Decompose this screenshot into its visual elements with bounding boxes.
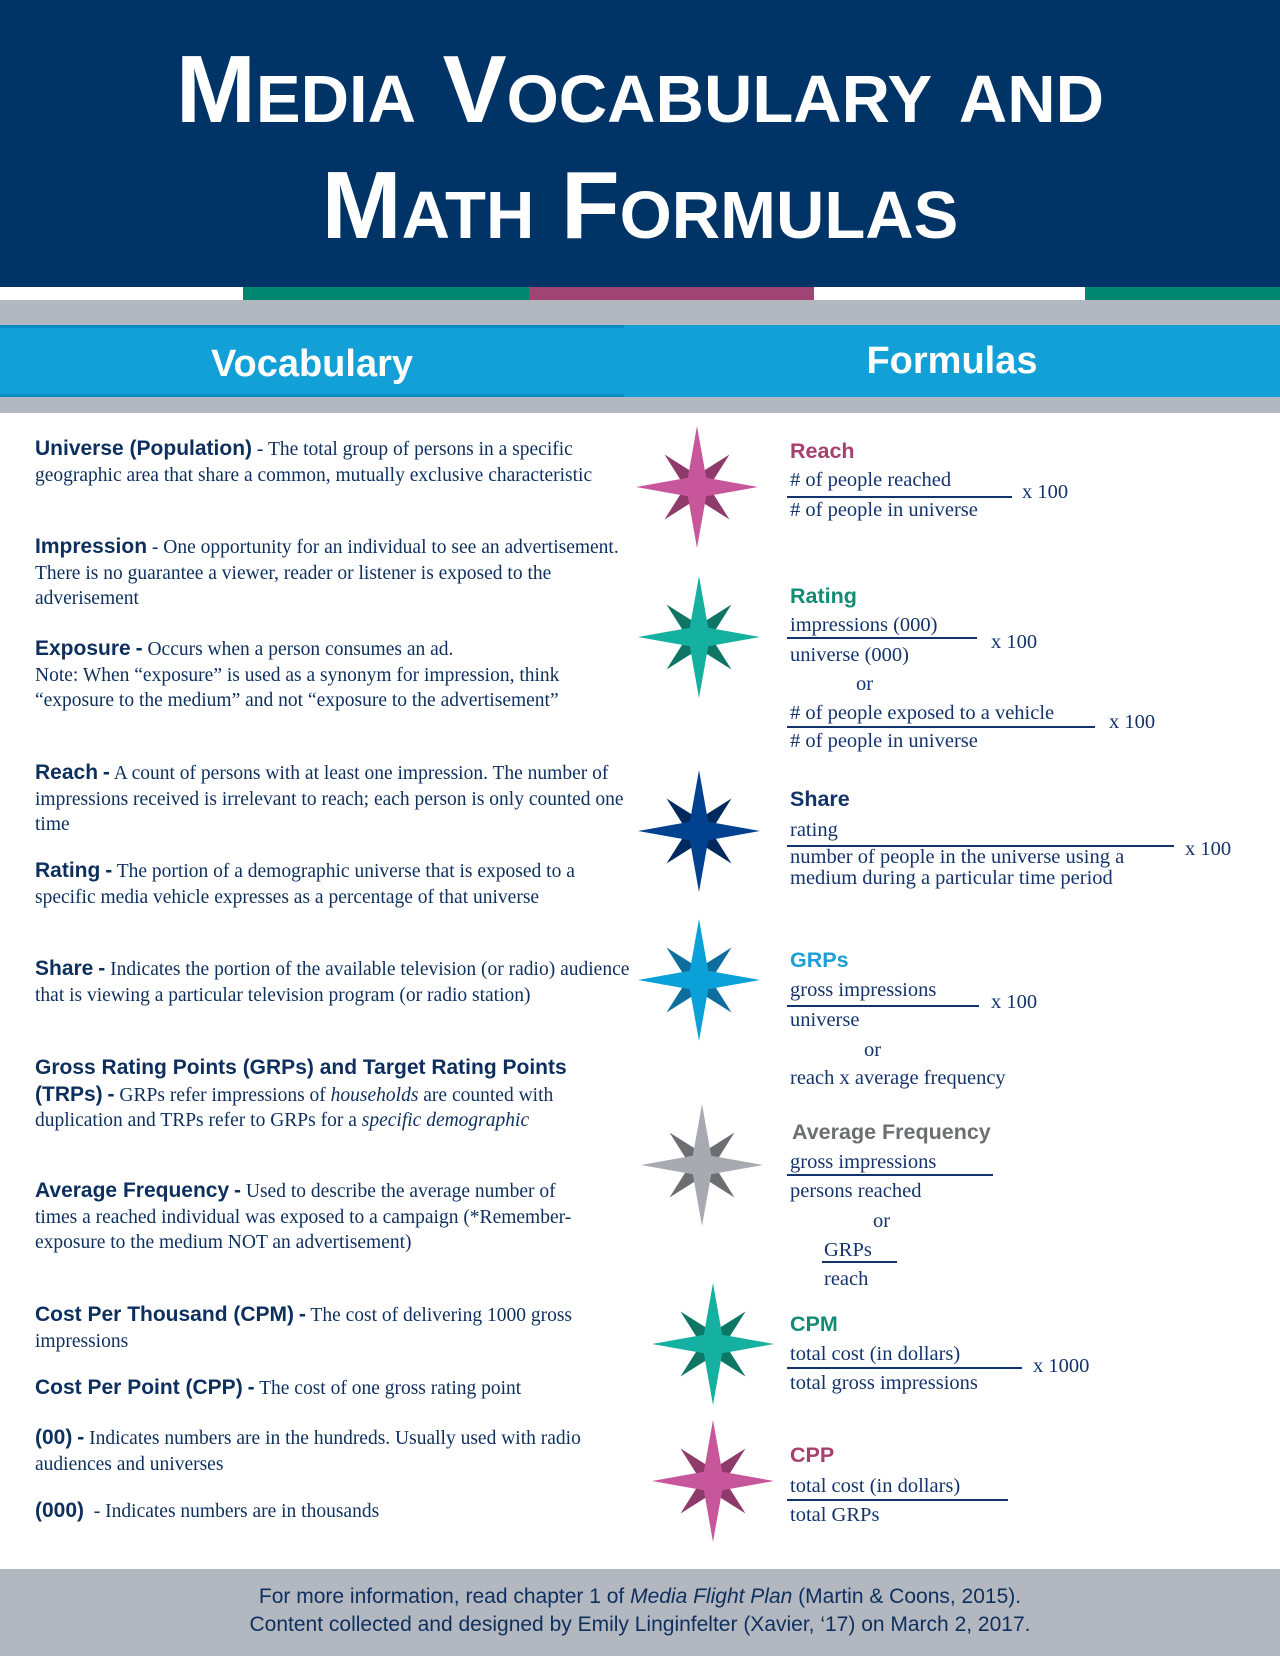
rating-multiplier: x 100: [991, 631, 1038, 653]
avg-freq-or: or: [873, 1210, 891, 1232]
cpm-numerator: total cost (in dollars): [790, 1343, 961, 1365]
star-icon-cpp: [650, 1418, 776, 1544]
star-cardinal-points: [638, 576, 760, 698]
fraction-bar: [822, 1261, 897, 1263]
formula-title-average-frequency: Average Frequency: [792, 1120, 991, 1144]
vocab-reach: Reach - A count of persons with at least one impression. The number of impressions received is irrelevant to reach; each person is only counted one time: [35, 761, 624, 835]
avg-freq-denominator: persons reached: [790, 1180, 922, 1202]
star-icon-share: [636, 768, 762, 894]
fraction-bar: [787, 1367, 1022, 1369]
formulas-heading: Formulas: [624, 325, 1280, 397]
cpm-multiplier: x 1000: [1033, 1355, 1090, 1377]
vocabulary-heading: Vocabulary: [0, 325, 624, 397]
vocab-cpp: Cost Per Point (CPP) - The cost of one gross rating point: [35, 1376, 522, 1399]
fraction-bar: [787, 1499, 1008, 1501]
vocab-grps: Gross Rating Points (GRPs) and Target Rating Points (TRPs) - GRPs refer impressions of households are counted with duplication and TRPs refer to GRPs for a specific demographic: [35, 1056, 567, 1131]
rating-numerator: impressions (000): [790, 614, 938, 636]
page-title-line2: Math Formulas: [321, 152, 959, 259]
share-multiplier: x 100: [1185, 838, 1232, 860]
footer-line1: For more information, read chapter 1 of Media Flight Plan (Martin & Coons, 2015).: [258, 1585, 1022, 1608]
star-cardinal-points: [652, 1420, 774, 1542]
page-title-line1: Media Vocabulary and: [175, 36, 1105, 143]
star-cardinal-points: [636, 426, 758, 548]
avg-freq-numerator-alt: GRPs: [824, 1239, 872, 1261]
vocab-universe: Universe (Population) - The total group of persons in a specific geographic area that share a common, mutually exclusive characteristic: [35, 437, 593, 486]
share-denominator: number of people in the universe using a medium during a particular time period: [790, 846, 1125, 889]
formula-title-grps: GRPs: [790, 948, 849, 972]
vocab-cpm: Cost Per Thousand (CPM) - The cost of delivering 1000 gross impressions: [35, 1303, 572, 1352]
star-cardinal-points: [641, 1104, 763, 1226]
fraction-bar: [787, 1174, 993, 1176]
vocab-00: (00) - Indicates numbers are in the hundreds. Usually used with radio audiences and universes: [35, 1426, 581, 1475]
grps-multiplier: x 100: [991, 991, 1038, 1013]
vocab-000: (000) - Indicates numbers are in thousands: [35, 1499, 380, 1522]
accent-stripe-green: [243, 287, 529, 300]
vocab-impression: Impression - One opportunity for an individual to see an advertisement. There is no guarantee a viewer, reader or listener is exposed to the adverisement: [35, 535, 619, 609]
star-icon-grps: [636, 917, 762, 1043]
share-numerator: rating: [790, 819, 838, 841]
cpm-denominator: total gross impressions: [790, 1372, 978, 1394]
accent-stripe-magenta: [529, 287, 814, 300]
reach-numerator: # of people reached: [790, 469, 952, 491]
formula-title-cpp: CPP: [790, 1443, 835, 1467]
formula-title-rating: Rating: [790, 584, 857, 608]
grps-or: or: [864, 1039, 882, 1061]
star-icon-cpm: [650, 1281, 776, 1407]
cpp-denominator: total GRPs: [790, 1504, 880, 1526]
star-cardinal-points: [652, 1283, 774, 1405]
vocab-average-frequency: Average Frequency - Used to describe the average number of times a reached individual was exposed to a campaign (*Remember- exposure to the medium NOT an advertisement): [35, 1179, 572, 1253]
formula-title-reach: Reach: [790, 439, 855, 463]
rating-denominator-alt: # of people in universe: [790, 730, 978, 752]
footer-line2: Content collected and designed by Emily Linginfelter (Xavier, ‘17) on March 2, 2017.: [249, 1613, 1031, 1636]
accent-stripe-green-right: [1085, 287, 1280, 300]
formula-title-cpm: CPM: [790, 1312, 838, 1336]
fraction-bar: [787, 637, 977, 639]
avg-freq-denominator-alt: reach: [824, 1268, 869, 1290]
vocab-rating: Rating - The portion of a demographic universe that is exposed to a specific media vehicle expresses as a percentage of that universe: [35, 859, 575, 908]
rating-denominator: universe (000): [790, 644, 909, 666]
grps-numerator: gross impressions: [790, 979, 937, 1001]
formula-title-share: Share: [790, 787, 850, 811]
grps-alt-formula: reach x average frequency: [790, 1067, 1006, 1089]
rating-numerator-alt: # of people exposed to a vehicle: [790, 702, 1055, 724]
star-icon-reach: [634, 424, 760, 550]
avg-freq-numerator: gross impressions: [790, 1151, 937, 1173]
star-cardinal-points: [638, 770, 760, 892]
vocab-exposure: Exposure - Occurs when a person consumes an ad. Note: When “exposure” is used as a synonym for impression, think “exposure to the medium” and not “exposure to the advertisement”: [35, 637, 560, 711]
star-icon-average-frequency: [639, 1102, 765, 1228]
star-cardinal-points: [638, 919, 760, 1041]
star-icon-rating: [636, 574, 762, 700]
header-banner: [0, 0, 1280, 287]
reach-denominator: # of people in universe: [790, 499, 978, 521]
grps-denominator: universe: [790, 1009, 860, 1031]
footer: [0, 1569, 1280, 1656]
rating-or: or: [856, 673, 874, 695]
reach-multiplier: x 100: [1022, 481, 1069, 503]
cpp-numerator: total cost (in dollars): [790, 1475, 961, 1497]
rating-multiplier-alt: x 100: [1109, 711, 1156, 733]
vocab-share: Share - Indicates the portion of the available television (or radio) audience that is viewing a particular television program (or radio station): [35, 957, 630, 1006]
